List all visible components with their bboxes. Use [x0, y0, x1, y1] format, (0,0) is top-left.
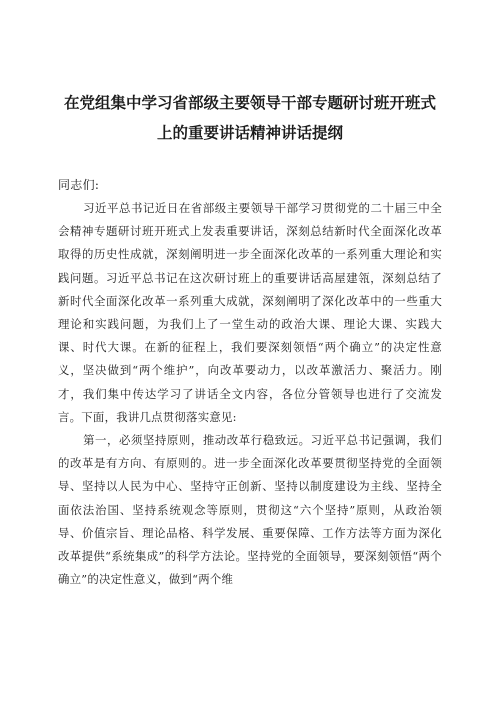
- title-line-2: 上的重要讲话精神讲话提纲: [156, 124, 343, 142]
- paragraph-first-point: 第一，必须坚持原则，推动改革行稳致远。习近平总书记强调，我们的改革是有方向、有原则的。进一步全面深化改革要贯彻坚持党的全面领导、坚持以人民为中心、坚持守正创新、坚持以制度建设为主线、坚持全面依法治国、坚持系统观念等原则，贯彻这“六个坚持”原则，从政治领导、价值宗旨、理论品格、科学发展、重要保障、工作方法等方面为深化改革提供“系统集成”的科学方法论。坚持党的全面领导，要深刻领悟“两个确立”的决定性意义，做到“两个维: [58, 433, 442, 587]
- title-line-1: 在党组集中学习省部级主要领导干部专题研讨班开班式: [63, 94, 436, 112]
- salutation: 同志们:: [58, 178, 100, 192]
- paragraph-intro: 习近平总书记近日在省部级主要领导干部学习贯彻党的二十届三中全会精神专题研讨班开班式上发表重要讲话，深刻总结新时代全面深化改革取得的历史性成就，深刻阐明进一步全面深化改革的一系列重大理论和实践问题。习近平总书记在这次研讨班上的重要讲话高屋建瓴，深刻总结了新时代全面深化改革一系列重大成就，深刻阐明了深化改革中的一些重大理论和实践问题，为我们上了一堂生动的政治大课、理论大课、实践大课、时代大课。在新的征程上，我们要深刻领悟“两个确立”的决定性意义，坚决做到“两个维护”，向改革要动力，以改革激活力、聚活力。刚才，我们集中传达学习了讲话全文内容，各位分管领导也进行了交流发言。下面，我讲几点贯彻落实意见:: [58, 201, 442, 424]
- document-title: [58, 0, 442, 148]
